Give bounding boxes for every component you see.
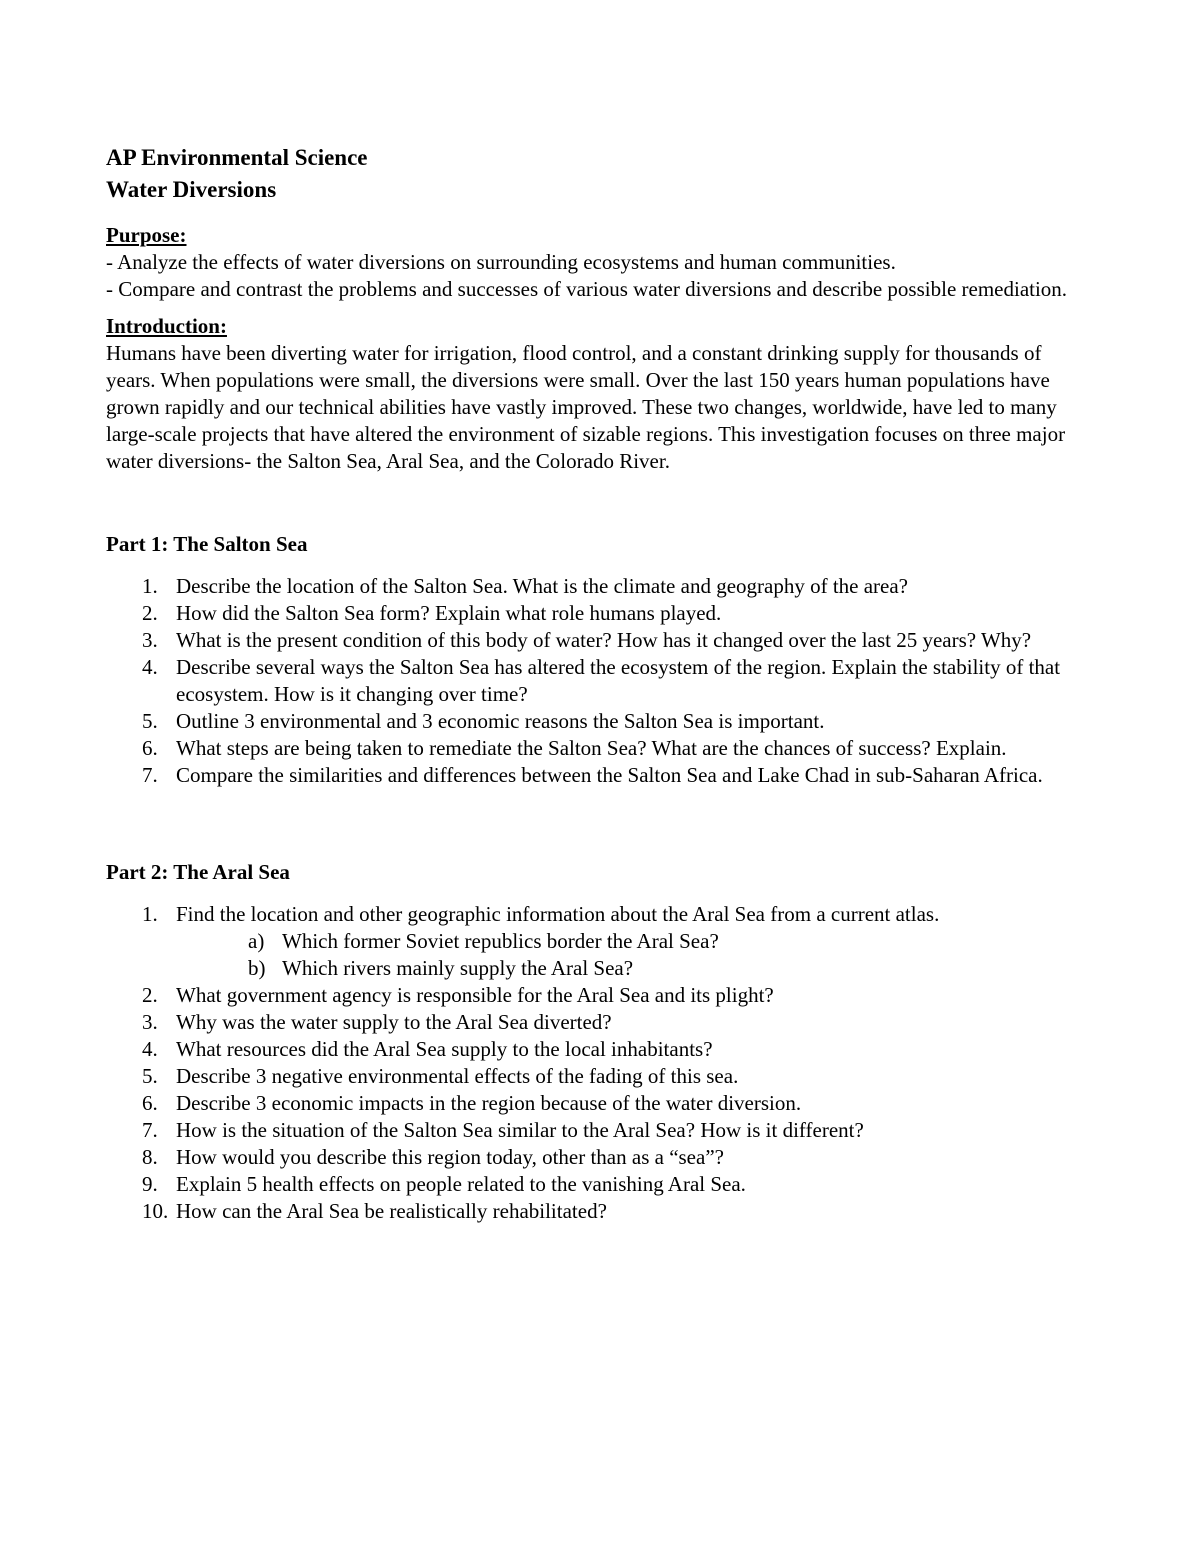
list-item [106,1036,1086,1063]
question-text: What resources did the Aral Sea supply to the local inhabitants? [176,1037,713,1061]
subquestion-text: Which rivers mainly supply the Aral Sea? [282,956,634,980]
question-number: 3. [142,628,158,652]
question-text: What is the present condition of this body of water? How has it changed over the last 25 years? Why? [176,628,1032,652]
question-number: 1. [142,902,158,926]
question-number: 10. [142,1199,169,1223]
question-text: Why was the water supply to the Aral Sea diverted? [176,1010,612,1034]
question-text: Compare the similarities and differences between the Salton Sea and Lake Chad in sub-Saharan Africa. [176,763,1043,787]
question-number: 2. [142,983,158,1007]
question-text: What steps are being taken to remediate the Salton Sea? What are the chances of success? Explain. [176,736,1007,760]
question-text: How would you describe this region today, other than as a “sea”? [176,1145,724,1169]
question-number: 1. [142,574,158,598]
part2-heading: Part 2: The Aral Sea [106,860,290,884]
question-number: 6. [142,736,158,760]
question-number: 7. [142,763,158,787]
subquestion-text: Which former Soviet republics border the Aral Sea? [282,929,719,953]
subquestion-letter: a) [248,929,265,953]
question-number: 7. [142,1118,158,1142]
list-item [106,762,1086,789]
part1-heading: Part 1: The Salton Sea [106,532,308,556]
introduction-text: Humans have been diverting water for irrigation, flood control, and a constant drinking supply for thousands of years. When populations were small, the diversions were small. Over the last 150 years human populations have grown rapidly and our technical abilities have vastly improved. These two changes, worldwide, have led to many large-scale projects that have altered the environment of sizable regions. This investigation focuses on three major water diversions- the Salton Sea, Aral Sea, and the Colorado River. [106,341,1066,473]
question-number: 2. [142,601,158,625]
subquestion-letter: b) [248,956,266,980]
question-text: Describe the location of the Salton Sea. What is the climate and geography of the area? [176,574,909,598]
question-text: Explain 5 health effects on people related to the vanishing Aral Sea. [176,1172,746,1196]
list-item [106,654,1086,708]
question-text: Find the location and other geographic information about the Aral Sea from a current atlas. [176,902,940,926]
list-item [106,1063,1086,1090]
list-item [106,600,1086,627]
list-item [106,1009,1086,1036]
list-item [106,928,1086,955]
question-number: 4. [142,655,158,679]
question-text: Outline 3 environmental and 3 economic reasons the Salton Sea is important. [176,709,825,733]
list-item [106,955,1086,982]
question-text: Describe several ways the Salton Sea has altered the ecosystem of the region. Explain the stability of that ecosystem. How is it changing over time? [176,655,1061,706]
list-item [106,1090,1086,1117]
list-item [106,708,1086,735]
list-item [106,982,1086,1009]
question-number: 6. [142,1091,158,1115]
question-number: 3. [142,1010,158,1034]
question-number: 5. [142,1064,158,1088]
document-subtitle: Water Diversions [106,177,277,202]
question-number: 9. [142,1172,158,1196]
question-number: 4. [142,1037,158,1061]
question-number: 5. [142,709,158,733]
part2-question-list [106,901,1086,928]
question-number: 8. [142,1145,158,1169]
list-item [106,901,1086,928]
list-item [106,573,1086,600]
list-item [106,1171,1086,1198]
introduction-heading: Introduction: [106,314,227,338]
list-item [106,735,1086,762]
document-page [106,142,1086,1225]
question-text: How did the Salton Sea form? Explain what role humans played. [176,601,722,625]
question-text: Describe 3 economic impacts in the region because of the water diversion. [176,1091,802,1115]
part1-question-list [106,573,1086,789]
part2-subquestion-list [106,928,1086,982]
list-item [106,1117,1086,1144]
question-text: What government agency is responsible for the Aral Sea and its plight? [176,983,774,1007]
question-text: How is the situation of the Salton Sea similar to the Aral Sea? How is it different? [176,1118,864,1142]
purpose-heading: Purpose: [106,223,187,247]
question-text: How can the Aral Sea be realistically rehabilitated? [176,1199,607,1223]
purpose-line-2: - Compare and contrast the problems and successes of various water diversions and describe possible remediation. [106,277,1068,301]
document-title: AP Environmental Science [106,145,368,170]
part2-question-list-continued [106,982,1086,1225]
purpose-line-1: - Analyze the effects of water diversions on surrounding ecosystems and human communities. [106,250,896,274]
question-text: Describe 3 negative environmental effects of the fading of this sea. [176,1064,739,1088]
list-item [106,627,1086,654]
list-item [106,1144,1086,1171]
list-item [106,1198,1086,1225]
